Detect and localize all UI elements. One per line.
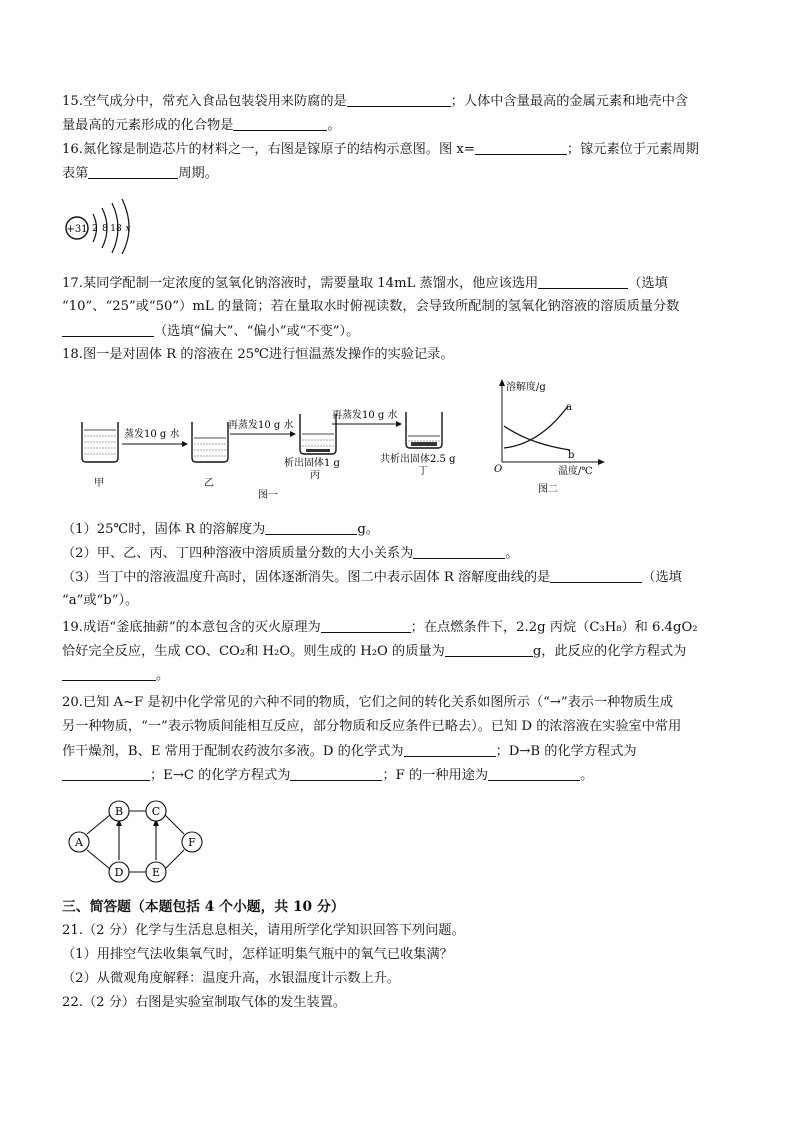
q17-blank-2[interactable] [62, 322, 154, 337]
q20-blank-4[interactable] [488, 766, 580, 781]
q17-line1 [62, 274, 668, 293]
note-ding: 共析出固体2.5 g [380, 454, 456, 465]
q18-s3-text-c: “a”或“b”）。 [62, 593, 139, 608]
q15-blank-2[interactable] [233, 116, 327, 131]
q17-line2 [62, 298, 679, 316]
q18-blank-1[interactable] [265, 520, 357, 535]
beaker-label-jia: 甲 [94, 478, 104, 489]
q17-text-a: 17.某同学配制一定浓度的氢氧化钠溶液时，需要量取 14mL 蒸馏水，他应该选用 [62, 276, 539, 291]
q21-sub1 [62, 946, 453, 964]
figure-2-solubility [490, 374, 610, 498]
q18-stem-text: 18.图一是对固体 R 的溶液在 25℃进行恒温蒸发操作的实验记录。 [62, 347, 454, 362]
q19-line2 [62, 642, 686, 661]
node-f-label: F [188, 836, 196, 849]
q15-text-a: 15.空气成分中，常充入食品包装袋用来防腐的是 [62, 94, 347, 109]
q19-blank-1[interactable] [321, 618, 411, 633]
q19-text-a: 19.成语“釜底抽薪”的本意包含的灭火原理为 [62, 620, 321, 635]
figure-1-caption: 图一 [258, 490, 278, 501]
section-3-title [62, 898, 345, 916]
q20-text-g: 。 [580, 768, 594, 783]
node-d-label: D [114, 866, 124, 879]
q18-blank-2[interactable] [413, 544, 505, 559]
q16-line2 [62, 164, 218, 183]
x-axis-arrow [598, 459, 605, 465]
q21-s2-text: （2）从微观角度解释：温度升高，水银温度计示数上升。 [62, 971, 401, 986]
q17-text-b: （选填 [628, 276, 668, 291]
atom-shell-electrons-3: 18 [110, 224, 122, 234]
x-axis-label: 温度/℃ [558, 466, 593, 477]
q20-blank-2[interactable] [62, 766, 150, 781]
arrow-2-head [290, 431, 296, 437]
q19-text-d: g，此反应的化学方程式为 [532, 644, 687, 659]
q21-s1-text: （1）用排空气法收集氧气时，怎样证明集气瓶中的氧气已收集满？ [62, 947, 453, 962]
node-b-label: B [114, 805, 124, 818]
beaker-label-bing: 丙 [310, 470, 320, 481]
arrow-3-head [396, 421, 402, 427]
q20-text-f: ；F 的一种用途为 [382, 768, 489, 783]
q18-s1-text-a: （1）25℃时，固体 R 的溶解度为 [62, 522, 266, 537]
atom-nucleus-label: +31 [66, 224, 88, 235]
atom-shell-electrons-4: x [125, 224, 131, 234]
q22-stem-text: 22.（2 分）右图是实验室制取气体的发生装置。 [62, 995, 347, 1010]
q20-line4 [62, 766, 593, 785]
q18-sub3-cont [62, 592, 138, 610]
q16-blank-1[interactable] [475, 140, 567, 155]
q20-line1 [62, 694, 673, 712]
q20-text-b: 另一种物质，“一”表示物质间能相互反应，部分物质和反应条件已略去）。已知 D 的浓溶液在实验室中常用 [62, 719, 682, 734]
q19-blank-3[interactable] [62, 666, 156, 681]
q21-stem-text: 21.（2 分）化学与生活息息相关，请用所学化学知识回答下列问题。 [62, 923, 465, 938]
q20-line2 [62, 718, 681, 736]
edge-e-f [165, 850, 184, 869]
q19-text-e: 。 [156, 668, 170, 683]
q16-text-c: 表第 [62, 166, 89, 181]
node-a-label: A [75, 836, 83, 849]
q19-line1 [62, 618, 698, 637]
origin-label: O [494, 464, 503, 475]
q20-text-e: ；E→C 的化学方程式为 [150, 768, 291, 783]
beaker-yi [192, 422, 228, 462]
curve-b-label: b [568, 450, 575, 461]
gallium-atom-diagram [62, 194, 142, 254]
q16-text-d: 周期。 [178, 166, 218, 181]
q18-sub3 [62, 568, 682, 587]
y-axis-arrow [499, 379, 505, 386]
q19-line3 [62, 666, 169, 685]
q18-s2-text-a: （2）甲、乙、丙、丁四种溶液中溶质质量分数的大小关系为 [62, 546, 414, 561]
atom-shell-electrons-1: 2 [92, 224, 98, 234]
node-c-label: C [151, 805, 161, 818]
q15-text-c: 量最高的元素形成的化合物是 [62, 118, 234, 133]
q20-blank-1[interactable] [404, 742, 496, 757]
q15-line1 [62, 92, 688, 111]
q20-text-a: 20.已知 A~F 是初中化学常见的六种不同的物质，它们之间的转化关系如图所示（“→”表示一种物质生成 [62, 695, 674, 710]
q15-blank-1[interactable] [347, 92, 451, 107]
q18-stem [62, 346, 454, 364]
q18-s1-text-b: g。 [357, 522, 379, 537]
q16-blank-2[interactable] [88, 164, 178, 179]
note-bing: 析出固体1 g [284, 458, 340, 469]
q18-sub1 [62, 520, 379, 539]
q17-text-d: （选填“偏大”、“偏小”或“不变”）。 [154, 324, 360, 339]
y-axis-label: 溶解度/g [506, 382, 546, 393]
q18-s3-text-a: （3）当丁中的溶液温度升高时，固体逐渐消失。图二中表示固体 R 溶解度曲线的是 [62, 570, 551, 585]
q20-blank-3[interactable] [290, 766, 382, 781]
q17-blank-1[interactable] [538, 274, 628, 289]
q19-blank-2[interactable] [445, 642, 533, 657]
q15-text-b: ；人体中含量最高的金属元素和地壳中含 [450, 94, 689, 109]
beaker-jia [82, 422, 118, 462]
arrow-2-label: 再蒸发10 g 水 [228, 420, 294, 431]
beaker-ding [406, 412, 442, 448]
beaker-label-yi: 乙 [204, 478, 214, 489]
q20-text-d: ；D→B 的化学方程式为 [495, 744, 637, 759]
figure-1-evaporation [70, 400, 470, 504]
q18-s2-text-b: 。 [505, 546, 519, 561]
q22-stem [62, 994, 346, 1012]
edge-a-d [87, 850, 110, 869]
q20-text-c: 作干燥剂，B、E 常用于配制农药波尔多液。D 的化学式为 [62, 744, 404, 759]
q15-line2 [62, 116, 341, 135]
q21-sub2 [62, 970, 400, 988]
edge-a-b [87, 815, 110, 834]
q18-blank-3[interactable] [550, 568, 642, 583]
q16-line1 [62, 140, 699, 159]
q21-stem [62, 922, 465, 940]
arrow-1-label: 蒸发10 g 水 [124, 429, 180, 440]
q20-relationship-diagram [62, 796, 212, 892]
q19-text-c: 恰好完全反应，生成 CO、CO₂和 H₂O。则生成的 H₂O 的质量为 [62, 644, 445, 659]
q18-sub2 [62, 544, 518, 563]
section-3-title-text: 三、简答题（本题包括 4 个小题，共 10 分） [62, 899, 345, 915]
arrow-1-head [182, 441, 188, 447]
beaker-label-ding: 丁 [418, 466, 428, 477]
q16-text-b: ；镓元素位于元素周期 [566, 142, 699, 157]
q19-text-b: ；在点燃条件下，2.2g 丙烷（C₃H₈）和 6.4gO₂ [410, 620, 698, 635]
q17-text-c: “10”、“25”或“50”）mL 的量筒；若在量取水时俯视读数，会导致所配制的氢氧化钠溶液的溶质质量分数 [62, 299, 680, 314]
figure-2-caption: 图二 [538, 484, 558, 495]
curve-a-label: a [566, 402, 572, 413]
q15-text-d: 。 [327, 118, 341, 133]
node-e-label: E [151, 866, 161, 879]
atom-shell-electrons-2: 8 [102, 224, 108, 234]
q16-text-a: 16.氮化镓是制造芯片的材料之一，右图是镓原子的结构示意图。图 x= [62, 142, 475, 157]
arrow-3-label: 再蒸发10 g 水 [332, 410, 398, 421]
q17-line3 [62, 322, 359, 341]
q20-line3 [62, 742, 637, 761]
q18-s3-text-b: （选填 [642, 570, 682, 585]
edge-c-f [165, 815, 184, 834]
beaker-bing [300, 414, 336, 454]
